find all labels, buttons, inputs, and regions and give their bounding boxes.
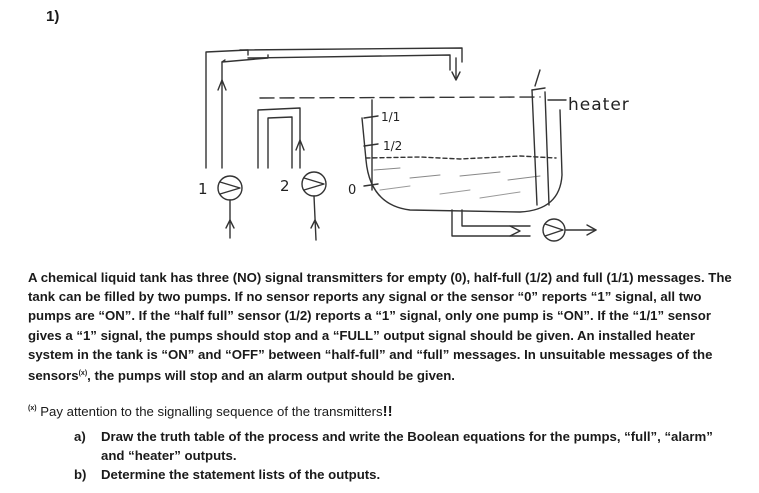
problem-description-tail: , the pumps will stop and an alarm output should be given. <box>87 368 455 384</box>
task-b-text: Determine the statement lists of the outputs. <box>101 467 381 483</box>
task-b <box>74 466 734 485</box>
task-b-label: b) <box>74 467 87 483</box>
sensor-full-label: 1/1 <box>381 110 401 124</box>
problem-description <box>28 268 734 385</box>
attention-note <box>28 400 393 421</box>
note-text: Pay attention to the signalling sequence of the transmitters <box>36 404 383 419</box>
problem-description-text: A chemical liquid tank has three (NO) signal transmitters for empty (0), half-full (1/2) and full (1/1) messages. The tank can be filled by two pumps. If no sensor reports any signal or the sensor “0” reports “1” signal, all two pumps are “ON”. If the “half full” sensor (1/2) reports a “1” signal, only one pump is “ON”. If the “1/1” sensor gives a “1” signal, the pumps should stop and a “FULL” output signal should be given. An installed heater system in the tank is “ON” and “OFF” between “half-full” and “full” messages. In unsuitable messages of the sensors <box>28 270 732 384</box>
task-a-label: a) <box>74 429 86 444</box>
sensor-empty-label: 0 <box>348 183 357 198</box>
sensor-half-label: 1/2 <box>383 139 403 153</box>
note-marker: (x) <box>28 405 37 412</box>
heater-label: heater <box>568 95 630 115</box>
footnote-marker: (x) <box>78 370 88 378</box>
pump-1-label: 1 <box>198 180 208 198</box>
question-number: 1) <box>46 8 60 25</box>
note-emphasis: !! <box>382 403 393 420</box>
task-list <box>74 428 734 486</box>
pump-2-label: 2 <box>280 177 290 195</box>
task-a <box>74 428 734 465</box>
task-a-text: Draw the truth table of the process and write the Boolean equations for the pumps, “full”, “alarm” and “heater” outputs. <box>101 429 713 463</box>
